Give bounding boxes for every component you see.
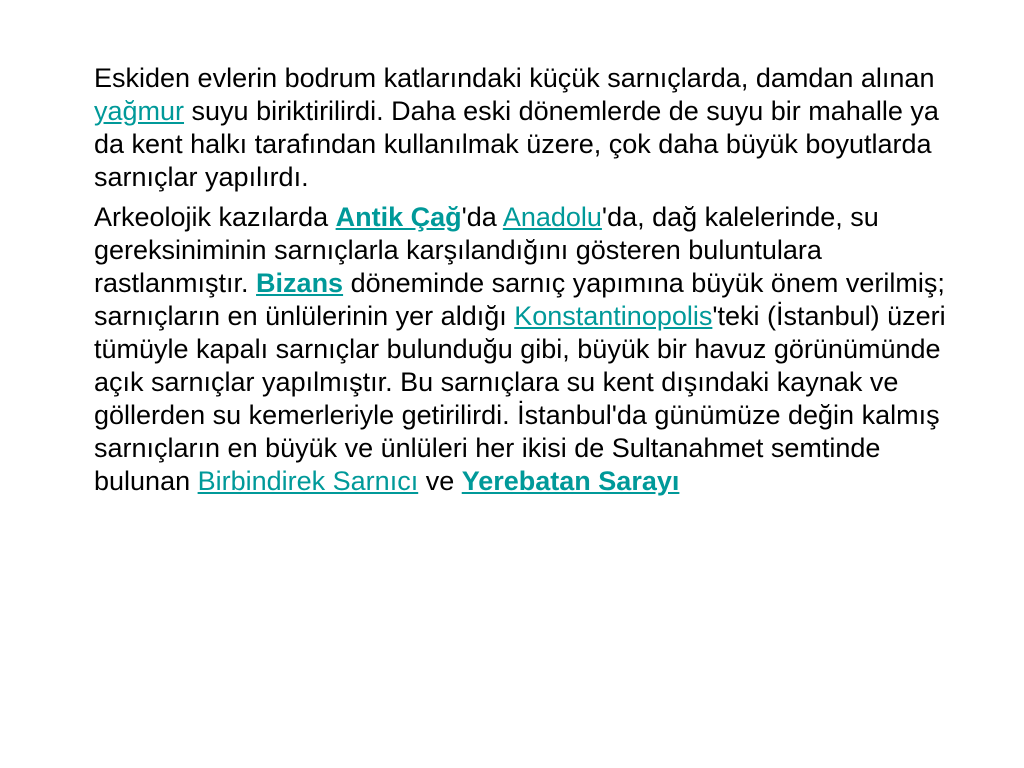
link-anadolu[interactable]: Anadolu (502, 202, 602, 232)
text-segment: Arkeolojik kazılarda (94, 202, 336, 232)
slide-content (94, 62, 974, 505)
paragraph-2 (94, 201, 974, 498)
link-yagmur[interactable]: yağmur (94, 96, 185, 126)
link-bizans[interactable]: Bizans (256, 268, 344, 298)
link-birbindirek-sarnici[interactable]: Birbindirek Sarnıcı (197, 466, 419, 496)
link-antik-cag[interactable]: Antik Çağ (335, 202, 462, 232)
link-konstantinopolis[interactable]: Konstantinopolis (514, 301, 713, 331)
text-segment: ve (418, 466, 462, 496)
text-segment: 'teki (İstanbul) üzeri tümüyle kapalı sarnıçlar bulunduğu gibi, büyük bir havuz görünümünde açık sarnıçlar yapılmıştır. Bu sarnıçlara su kent dışındaki kaynak ve göllerden su kemerleriyle getirilirdi. İstanbul'da günümüze değin kalmış sarnıçların en büyük ve ünlüleri her ikisi de Sultanahmet semtinde bulunan (94, 301, 946, 496)
text-segment: 'da (461, 202, 503, 232)
link-yerebatan-sarayi[interactable]: Yerebatan Sarayı (461, 466, 680, 496)
text-segment: suyu biriktirilirdi. Daha eski dönemlerde de suyu bir mahalle ya da kent halkı tarafından kullanılmak üzere, çok daha büyük boyutlarda sarnıçlar yapılırdı. (94, 96, 939, 192)
text-segment: Eskiden evlerin bodrum katlarındaki küçük sarnıçlarda, damdan alınan (94, 63, 935, 93)
text-segment: döneminde sarnıç yapımına büyük önem verilmiş; sarnıçların en ünlülerinin yer aldığı (94, 268, 945, 331)
paragraph-1 (94, 62, 974, 194)
text-segment: 'da, dağ kalelerinde, su gereksiniminin sarnıçlarla karşılandığını gösteren buluntulara rastlanmıştır. (94, 202, 879, 298)
